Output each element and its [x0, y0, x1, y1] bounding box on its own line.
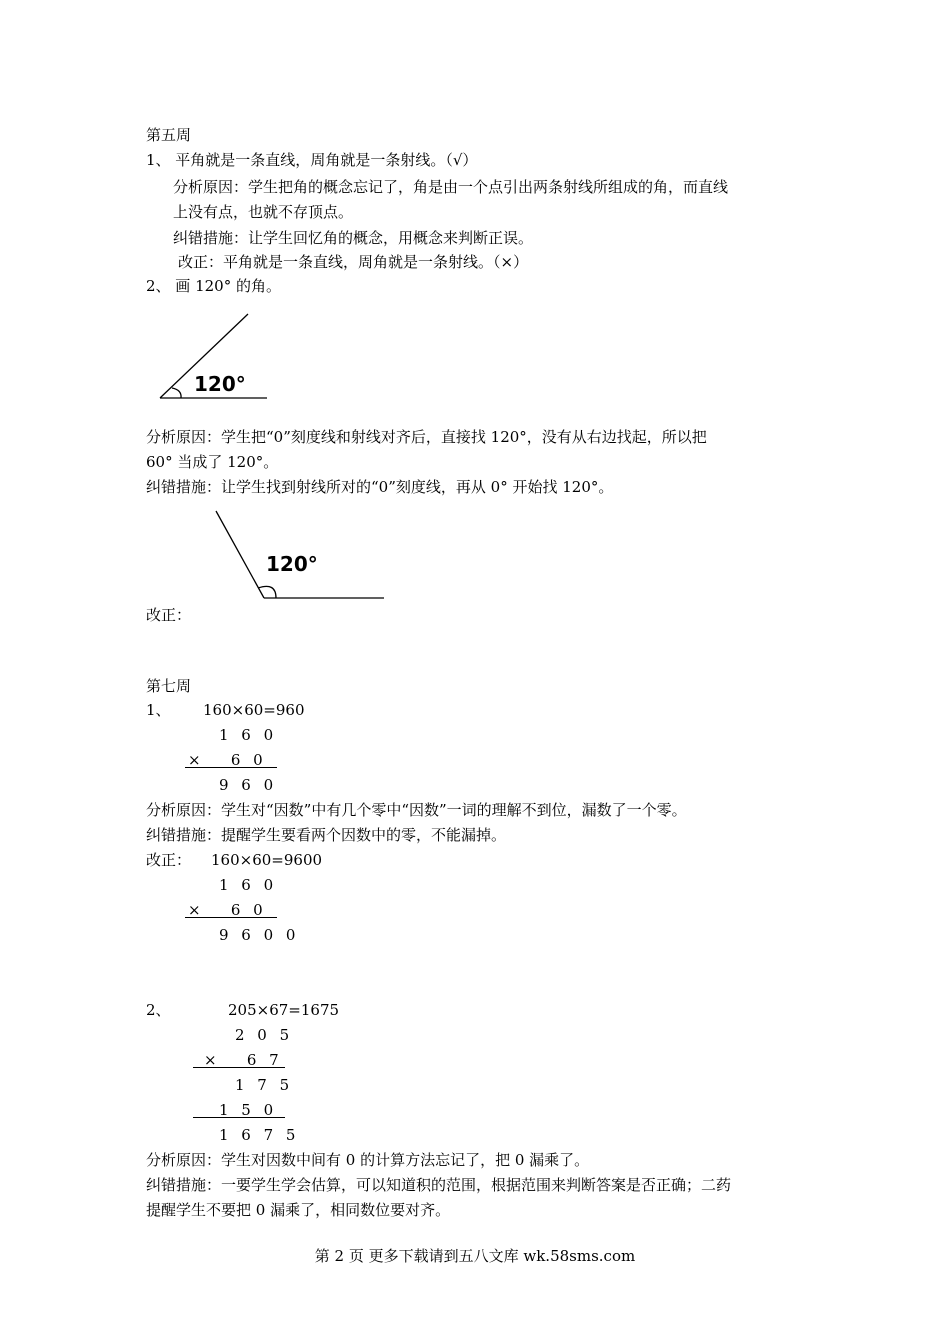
calc2-row3: 9 6 0 0: [219, 926, 300, 944]
week5-q1-analysis-line1: 分析原因：学生把角的概念忘记了，角是由一个点引出两条射线所组成的角，而直线: [173, 178, 729, 196]
week7-q1-fix: 纠错措施：提醒学生要看两个因数中的零，不能漏掉。: [146, 826, 507, 844]
week5-q2: 2、 画 120° 的角。: [146, 277, 281, 295]
calc1-divider: [185, 767, 277, 768]
angle-arc: [172, 388, 181, 398]
week5-q2-analysis-line2: 60° 当成了 120°。: [146, 453, 279, 471]
week7-q2-fix-line1: 纠错措施：一要学生学会估算，可以知道积的范围，根据范围来判断答案是否正确；二药: [146, 1176, 732, 1194]
week5-q1-correction: 改正：平角就是一条直线，周角就是一条射线。（×）: [178, 253, 529, 271]
calc2-row1: 1 6 0: [219, 876, 278, 894]
week7-q1-analysis: 分析原因：学生对“因数”中有几个零中“因数”一词的理解不到位，漏数了一个零。: [146, 801, 687, 819]
angle-figure-wrong: [150, 308, 280, 408]
calc3-row3: 1 7 5: [235, 1076, 294, 1094]
week7-q2-label: 2、: [146, 1001, 171, 1019]
calc2-row2: × 6 0: [188, 901, 267, 919]
angle-label: 120°: [266, 552, 318, 576]
angle-figure-correct: [210, 508, 390, 604]
week5-q2-analysis-line1: 分析原因：学生把“0”刻度线和射线对齐后，直接找 120°，没有从右边找起，所以把: [146, 428, 707, 446]
week5-q2-fix: 纠错措施：让学生找到射线所对的“0”刻度线，再从 0° 开始找 120°。: [146, 478, 614, 496]
week7-q1-correction-label: 改正：: [146, 851, 192, 869]
calc2-divider: [185, 917, 277, 918]
calc1-row1: 1 6 0: [219, 726, 278, 744]
week5-title: 第五周: [146, 126, 192, 144]
calc1-row3: 9 6 0: [219, 776, 278, 794]
calc3-divider-2: [193, 1117, 285, 1118]
week7-q1-label: 1、: [146, 701, 171, 719]
calc3-divider-1: [193, 1067, 285, 1068]
calc3-row4: 1 5 0: [219, 1101, 278, 1119]
page-footer: 第 2 页 更多下载请到五八文库 wk.58sms.com: [314, 1247, 636, 1265]
angle-label: 120°: [194, 372, 246, 396]
angle-side-ray: [216, 511, 264, 598]
calc3-row1: 2 0 5: [235, 1026, 294, 1044]
week7-q1-equation: 160×60=960: [203, 701, 305, 719]
week5-q1-analysis-line2: 上没有点，也就不存顶点。: [173, 203, 354, 221]
week5-q2-correction: 改正：: [146, 606, 192, 624]
week7-q2-fix-line2: 提醒学生不要把 0 漏乘了，相同数位要对齐。: [146, 1201, 451, 1219]
week7-q2-equation: 205×67=1675: [228, 1001, 340, 1019]
week7-q1-correction-equation: 160×60=9600: [211, 851, 323, 869]
calc1-row2: × 6 0: [188, 751, 267, 769]
calc3-row5: 1 6 7 5: [219, 1126, 300, 1144]
week5-q1-fix: 纠错措施：让学生回忆角的概念，用概念来判断正误。: [173, 229, 534, 247]
week5-q1: 1、 平角就是一条直线，周角就是一条射线。（√）: [146, 151, 478, 169]
week7-title: 第七周: [146, 677, 192, 695]
calc3-row2: × 6 7: [204, 1051, 283, 1069]
week7-q2-analysis: 分析原因：学生对因数中间有 0 的计算方法忘记了，把 0 漏乘了。: [146, 1151, 590, 1169]
